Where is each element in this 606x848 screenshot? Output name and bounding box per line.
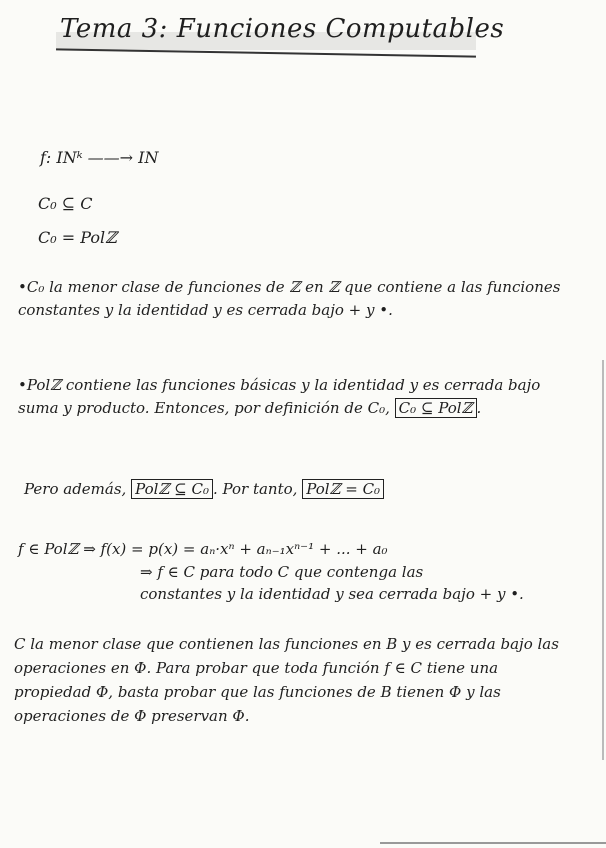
conclusion-mid: . Por tanto, — [212, 480, 298, 498]
page-edge-mark — [602, 360, 604, 760]
conclusion-lead: Pero además, — [24, 480, 127, 498]
implication-line-1: f ∈ Polℤ ⇒ f(x) = p(x) = aₙ·xⁿ + aₙ₋₁xⁿ⁻¹ + ... + a₀ — [18, 540, 388, 558]
c0-equals-line: C₀ = Polℤ — [38, 228, 117, 247]
boxed-result-c0-subset: C₀ ⊆ Polℤ — [395, 398, 477, 418]
function-definition: f: INᵏ ——→ IN — [40, 148, 159, 167]
period: . — [476, 399, 482, 417]
paragraph-pol-text: •Polℤ contiene las funciones básicas y la identidad y es cerrada bajo suma y producto. Entonces, por definición de C₀, — [18, 376, 541, 417]
implication-line-2: ⇒ f ∈ C para todo C que contenga las — [140, 563, 424, 581]
paragraph-pol-contains — [18, 374, 573, 420]
c0-subset-line: C₀ ⊆ C — [38, 194, 93, 213]
page-title: Tema 3: Funciones Computables — [60, 14, 505, 44]
page-bottom-edge — [380, 842, 606, 844]
conclusion-line — [24, 480, 384, 498]
implication-line-3: constantes y la identidad y sea cerrada bajo + y •. — [140, 585, 524, 603]
boxed-pol-equals-c0: Polℤ = C₀ — [302, 479, 384, 499]
paragraph-induction-principle: C la menor clase que contienen las funciones en B y es cerrada bajo las operaciones en Φ. Para probar que toda función f ∈ C tiene una propiedad Φ, basta probar que las funciones de B tienen Φ y las operaciones de Φ preservan Φ. — [14, 635, 559, 725]
boxed-pol-subset-c0: Polℤ ⊆ C₀ — [131, 479, 213, 499]
paragraph-c0-definition: •C₀ la menor clase de funciones de ℤ en ℤ que contiene a las funciones constantes y la identidad y es cerrada bajo + y •. — [18, 278, 561, 319]
